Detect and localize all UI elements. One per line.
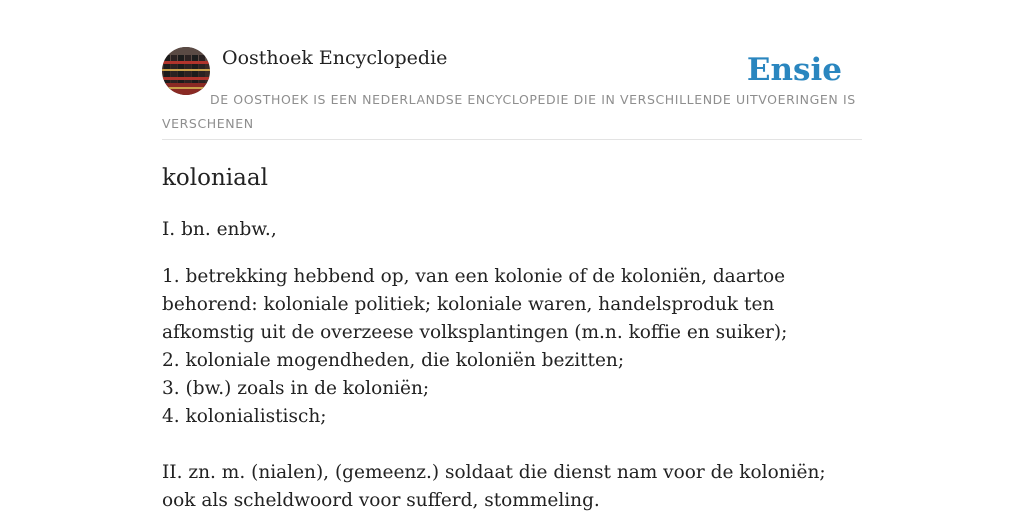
entry-sense-3: 3. (bw.) zoals in de koloniën; <box>162 378 430 399</box>
entry-noun-definition: II. zn. m. (nialen), (gemeenz.) soldaat die dienst nam voor de koloniën; ook als scheldwoord voor sufferd, stommeling. <box>162 462 826 511</box>
entry-body <box>162 216 862 512</box>
entry-sense-2: 2. koloniale mogendheden, die koloniën bezitten; <box>162 350 625 371</box>
site-name[interactable]: Oosthoek Encyclopedie <box>222 47 448 69</box>
entry-headword: koloniaal <box>162 165 268 191</box>
brand-logo[interactable]: Ensie <box>746 52 842 88</box>
entry-spacer <box>162 431 862 459</box>
entry-sense-4: 4. kolonialistisch; <box>162 406 327 427</box>
entry-part-of-speech: I. bn. enbw., <box>162 219 277 240</box>
site-tagline: DE OOSTHOEK IS EEN NEDERLANDSE ENCYCLOPEDIE DIE IN VERSCHILLENDE UITVOERINGEN IS VERSCHENEN <box>162 92 856 131</box>
entry-sense-1: 1. betrekking hebbend op, van een kolonie of de koloniën, daartoe behorend: koloniale politiek; koloniale waren, handelsproduk ten afkomstig uit de overzeese volksplantingen (m.n. koffie en suiker); <box>162 266 788 343</box>
header-divider <box>162 139 862 140</box>
